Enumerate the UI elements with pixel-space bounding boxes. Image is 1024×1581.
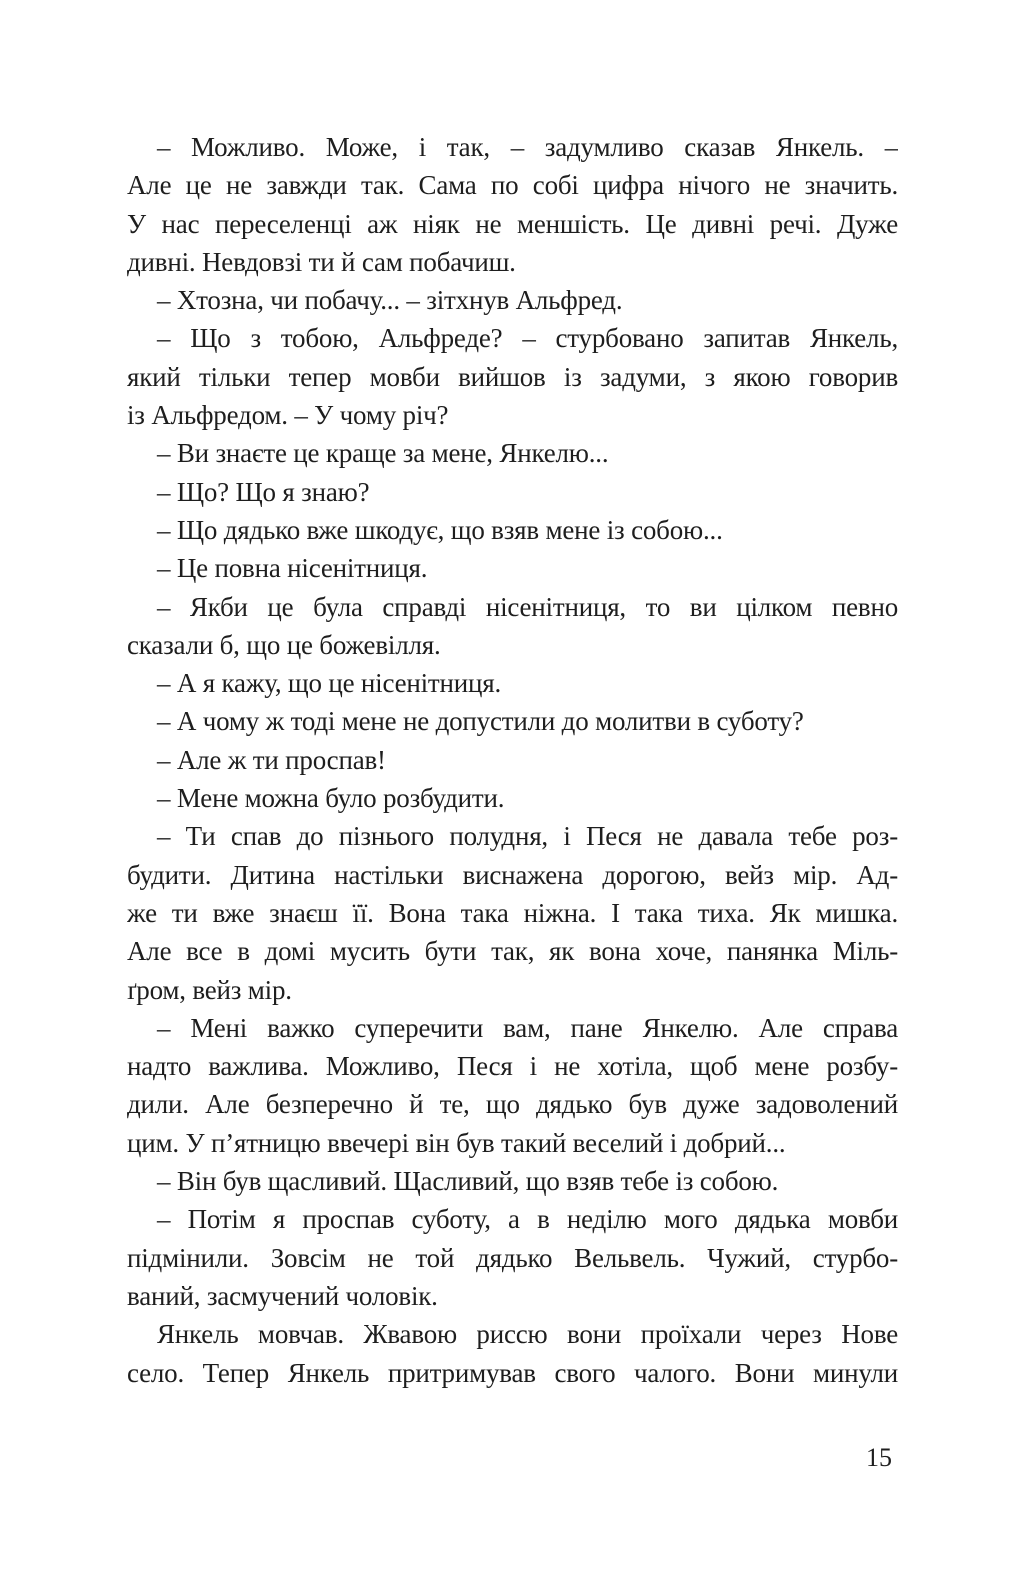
page-number: 15 [866,1443,892,1472]
text-line: – Мене можна було розбудити. [157,783,505,814]
text-line: – Хтозна, чи побачу... – зітхнув Альфред. [157,285,623,316]
text-line: із Альфредом. – У чому річ? [127,400,449,431]
text-line: будити. Дитина настільки виснажена дорогою, вейз мір. Ад- [127,859,898,890]
page-body-text [127,128,898,1392]
text-line: дивні. Невдовзі ти й сам побачиш. [127,246,516,277]
text-line: – Ти спав до пізнього полудня, і Песя не давала тебе роз- [157,821,898,852]
text-line: сказали б, що це божевілля. [127,629,441,660]
text-line: – А я кажу, що це нісенітниця. [157,668,502,699]
text-line: же ти вже знаєш її. Вона така ніжна. І така тиха. Як мишка. [127,897,898,928]
text-line: надто важлива. Можливо, Песя і не хотіла, щоб мене розбу- [127,1051,898,1082]
text-line: – Але ж ти проспав! [157,744,386,775]
text-line: – Що? Що я знаю? [157,476,370,507]
text-line: У нас переселенці аж ніяк не меншість. Це дивні речі. Дуже [127,208,898,239]
text-line: підмінили. Зовсім не той дядько Вельвель. Чужий, стурбо- [127,1242,898,1273]
text-line: – А чому ж тоді мене не допустили до молитви в суботу? [157,706,804,737]
text-line: – Можливо. Може, і так, – задумливо сказав Янкель. – [157,132,898,162]
text-line: дили. Але безперечно й те, що дядько був дуже задоволений [127,1089,898,1120]
text-line: цим. У п’ятницю ввечері він був такий веселий і добрий... [127,1127,786,1158]
text-line: – Що дядько вже шкодує, що взяв мене із собою... [157,514,723,545]
text-line: село. Тепер Янкель притримував свого чалого. Вони минули [127,1357,898,1388]
text-line: – Потім я проспав суботу, а в неділю мого дядька мовби [157,1204,898,1235]
text-line: – Це повна нісенітниця. [157,553,428,584]
text-line: Янкель мовчав. Жвавою риссю вони проїхали через Нове [157,1319,898,1350]
text-line: який тільки тепер мовби вийшов із задуми, з якою говорив [127,361,898,392]
text-line: – Він був щасливий. Щасливий, що взяв тебе із собою. [157,1166,779,1197]
text-line: ваний, засмучений чоловік. [127,1280,438,1311]
text-line: – Ви знаєте це краще за мене, Янкелю... [157,438,609,469]
text-line: ґром, вейз мір. [127,974,292,1005]
text-line: Але все в домі мусить бути так, як вона хоче, панянка Міль- [127,936,898,967]
text-line: – Якби це була справді нісенітниця, то ви цілком певно [157,591,898,622]
text-line: – Що з тобою, Альфреде? – стурбовано запитав Янкель, [157,323,898,354]
text-line: – Мені важко суперечити вам, пане Янкелю. Але справа [157,1012,898,1043]
text-line: Але це не завжди так. Сама по собі цифра нічого не значить. [127,170,898,201]
